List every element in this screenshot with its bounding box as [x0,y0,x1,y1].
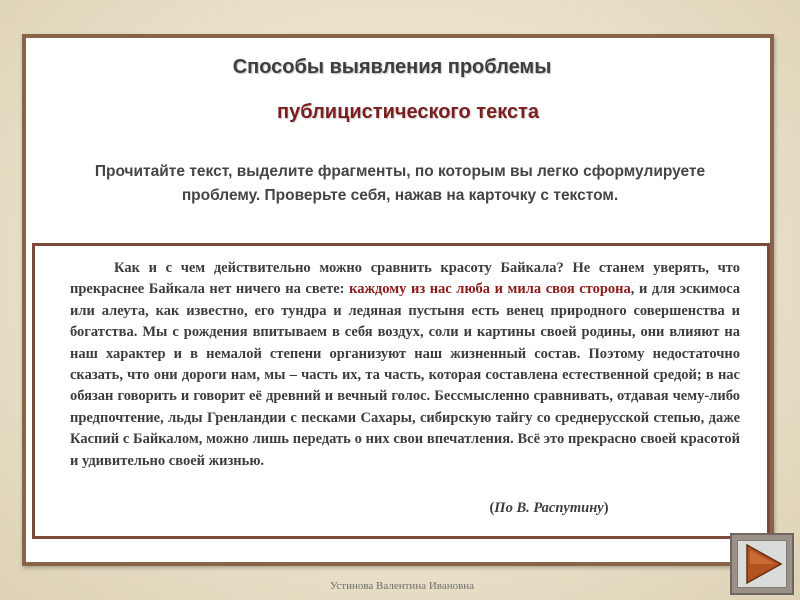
slide-subtitle: публицистического текста [277,101,539,123]
instruction-text [36,160,764,208]
text-fragment: Мы с рождения впитываем в себя воздух, соли и картины своей родины, они влияют на наш характер и в немалой степени организуют наш жизненный состав. [70,324,740,362]
footer-author: Устинова Валентина Ивановна [329,580,475,592]
slide-title: Способы выявления проблемы [232,56,552,78]
text-card[interactable] [32,243,770,539]
highlighted-fragment: каждому из нас люба и мила своя сторона [349,281,631,298]
card-text [70,258,740,472]
instruction-line-2: проблему. Проверьте себя, нажав на карточку с текстом. [181,187,619,204]
text-fragment: , и для эскимоса или алеута, как известно, его тундра и ледяная пустыня есть венец природного совершенства и богатства. [70,281,740,341]
text-fragment: Поэтому недостаточно сказать, что они дороги нам, мы – часть их, та часть, которая составлена естественной средой; в нас обязан говорить и говорит её древний и вечный голос. Бессмысленно сравнивать, отдавая чему-либо предпочтение, льды Гренландии с песками Сахары, сибирскую тайгу со среднерусской степью, даже Каспий с Байкалом, можно лишь передать о них свои впечатления. Всё это прекрасно своей красотой и удивительно своей жизнью. [70,345,740,469]
text-fragment: Как и с чем действительно можно сравнить красоту Байкала? Не станем уверять, что прекраснее Байкала нет ничего на свете: [70,260,740,298]
instruction-line-1: Прочитайте текст, выделите фрагменты, по которым вы легко сформулируете [94,163,706,180]
text-author: (По В. Распутину) [489,500,609,516]
